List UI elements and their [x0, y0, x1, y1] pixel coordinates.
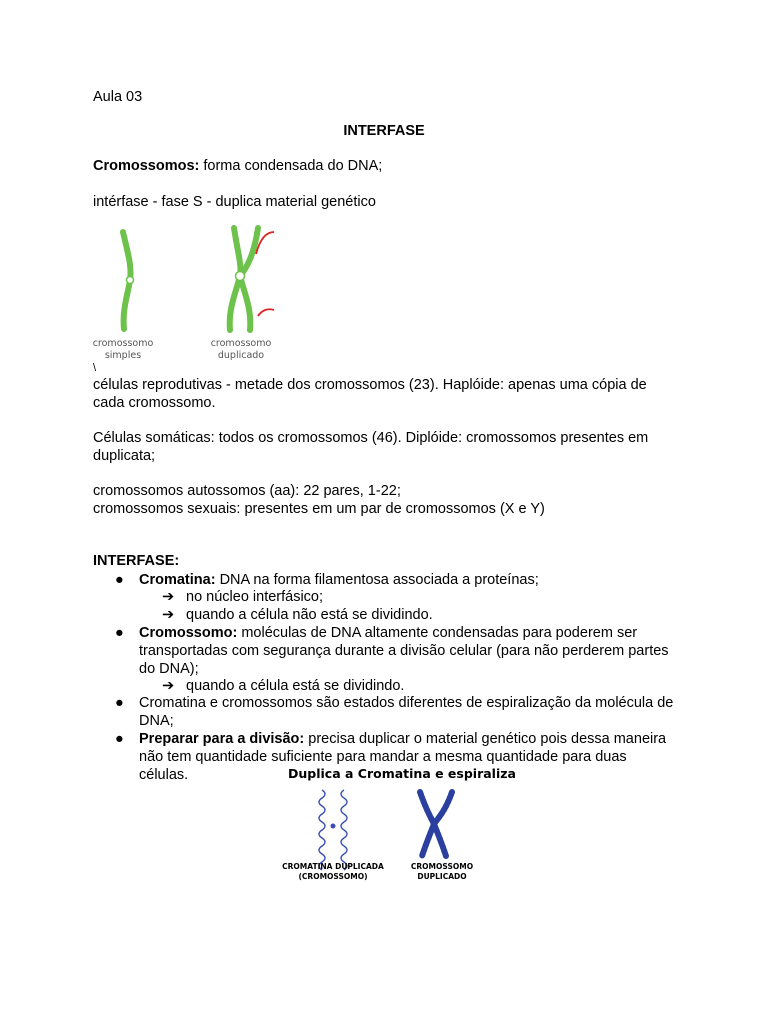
cromatina-text: DNA na forma filamentosa associada a proteínas;	[215, 572, 539, 588]
right-caption-1: CROMOSSOMO	[410, 862, 474, 871]
cromossomos-text: forma condensada do DNA;	[199, 158, 383, 174]
interfase-heading: INTERFASE:	[93, 553, 180, 569]
cromossomo-label: Cromossomo:	[139, 625, 238, 641]
simple-caption-2: simples	[104, 350, 142, 361]
right-caption-2: DUPLICADO	[417, 872, 467, 881]
cromatina-sub-1: ➔ no núcleo interfásico;	[162, 589, 324, 605]
chromatin-strand-left	[319, 790, 325, 870]
sex-chromosomes-line: cromossomos sexuais: presentes em um par de cromossomos (X e Y)	[93, 501, 545, 517]
bullet-dot: ●	[115, 695, 124, 711]
chromatin-figure	[270, 764, 516, 889]
cromossomos-label: Cromossomos:	[93, 158, 200, 174]
cromossomo-sub-1: ➔ quando a célula está se dividindo.	[162, 678, 405, 694]
bullet-dot: ●	[115, 731, 124, 747]
cromossomo-text: moléculas de DNA altamente condensadas para poderem ser transportadas com segurança durante a divisão celular (para não perderem partes do DNA);	[139, 625, 669, 677]
states-text: Cromatina e cromossomos são estados diferentes de espiralização da molécula de DNA;	[139, 695, 674, 729]
left-caption-1: CROMATINA DUPLICADA	[282, 862, 384, 871]
lesson-label: Aula 03	[93, 89, 143, 105]
bullet-dot: ●	[115, 625, 124, 641]
chromatin-centromere	[331, 824, 336, 829]
reproductive-cells-paragraph: células reprodutivas - metade dos cromossomos (23). Haplóide: apenas uma cópia de cada cromossomo.	[93, 377, 647, 411]
duplicate-caption-2: duplicado	[217, 350, 265, 361]
cromossomos-definition	[93, 157, 382, 175]
page-title: INTERFASE	[343, 123, 425, 139]
arrow-icon: ➔	[162, 589, 175, 605]
duplicated-centromere	[236, 272, 245, 281]
chromatin-figure-title: Duplica a Cromatina e espiraliza	[288, 766, 516, 781]
arrow-icon: ➔	[162, 607, 175, 623]
red-marker-bottom	[258, 309, 274, 316]
preparar-text: precisa duplicar o material genético pois dessa maneira não tem quantidade suficiente para mandar a mesma quantidade para duas células.	[139, 731, 667, 783]
chromatin-strand-right	[341, 790, 347, 870]
simple-centromere	[127, 277, 134, 284]
duplicate-caption-1: cromossomo	[210, 338, 272, 349]
somatic-cells-paragraph: Células somáticas: todos os cromossomos (46). Diplóide: cromossomos presentes em duplicata;	[93, 430, 649, 464]
interfase-line: intérfase - fase S - duplica material genético	[93, 194, 376, 210]
chromosome-figure	[88, 224, 278, 369]
preparar-label: Preparar para a divisão:	[139, 731, 305, 747]
stray-mark: \	[93, 362, 97, 374]
left-caption-2: (CROMOSSOMO)	[298, 872, 368, 881]
cromatina-sub-2: ➔ quando a célula não está se dividindo.	[162, 607, 433, 623]
autosomes-line: cromossomos autossomos (aa): 22 pares, 1-22;	[93, 483, 401, 499]
simple-caption-1: cromossomo	[92, 338, 154, 349]
cromatina-label: Cromatina:	[139, 572, 216, 588]
arrow-icon: ➔	[162, 678, 175, 694]
bullet-dot: ●	[115, 572, 124, 588]
